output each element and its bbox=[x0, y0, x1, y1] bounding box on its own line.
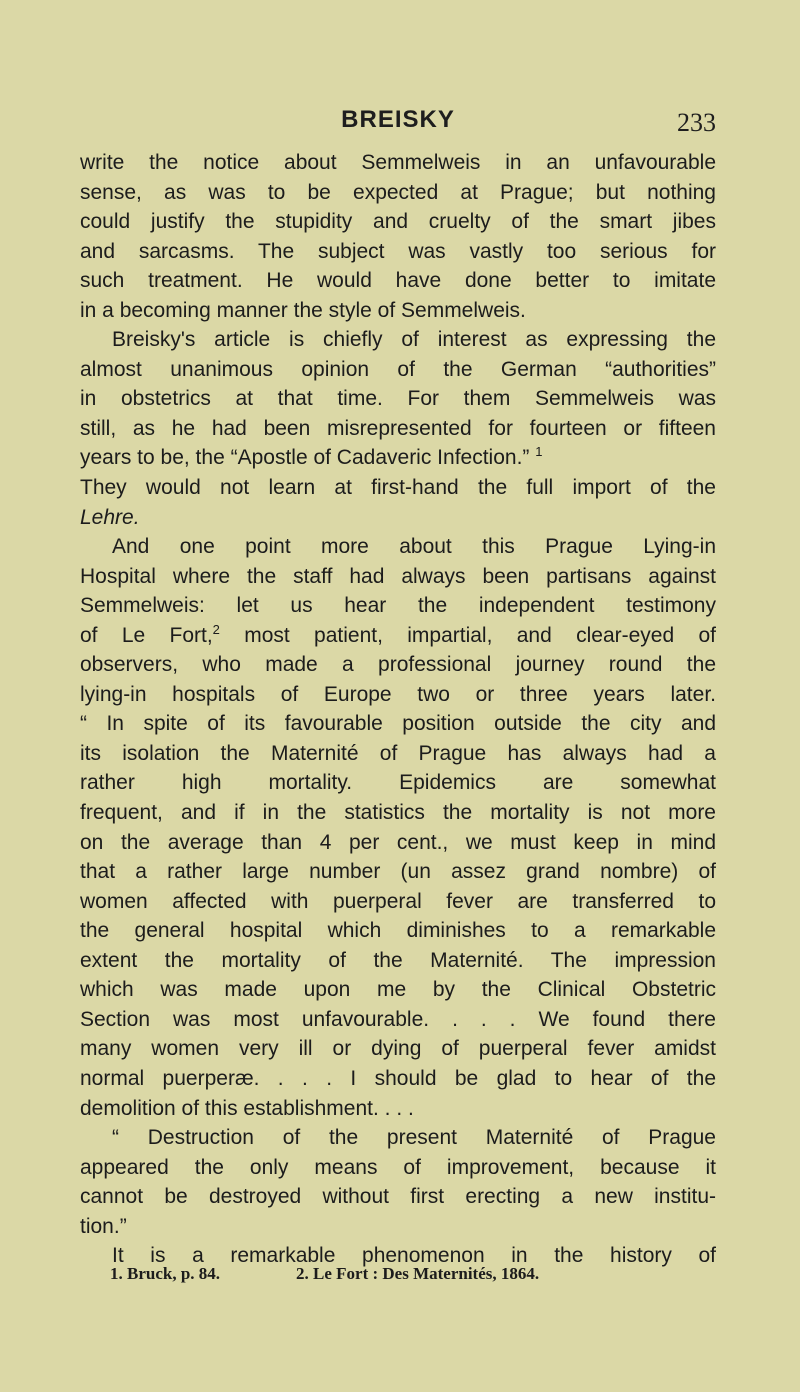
text-line: could justify the stupidity and cruelty of the smart jibes bbox=[80, 210, 716, 234]
text-line: observers, who made a professional journey round the bbox=[80, 653, 716, 677]
text-line: its isolation the Maternité of Prague has always had a bbox=[80, 741, 716, 765]
text-line: They would not learn at first-hand the full import of the bbox=[80, 476, 716, 500]
text-line: Hospital where the staff had always been partisans against bbox=[80, 564, 716, 588]
text-line: in a becoming manner the style of Semmelweis. bbox=[80, 298, 526, 322]
text-line: that a rather large number (un assez grand nombre) of bbox=[80, 860, 716, 884]
text-line: Section was most unfavourable. . . . We found there bbox=[80, 1007, 716, 1031]
page-number: 233 bbox=[677, 108, 716, 137]
text-line: almost unanimous opinion of the German “authorities” bbox=[80, 357, 716, 381]
text-line: sense, as was to be expected at Prague; but nothing bbox=[80, 180, 716, 204]
paragraph bbox=[80, 148, 716, 325]
footnote-ref: 1 bbox=[535, 444, 543, 460]
running-head bbox=[80, 106, 716, 140]
text-line: demolition of this establishment. . . . bbox=[80, 1096, 414, 1120]
text-line: cannot be destroyed without first erecting a new institu- bbox=[80, 1185, 716, 1209]
text-line: the general hospital which diminishes to a remarkable bbox=[80, 919, 716, 943]
text-line: women affected with puerperal fever are transferred to bbox=[80, 889, 716, 913]
text-line: extent the mortality of the Maternité. The impression bbox=[80, 948, 716, 972]
text-line: It is a remarkable phenomenon in the history of bbox=[112, 1244, 716, 1268]
text-line: still, as he had been misrepresented for fourteen or fifteen bbox=[80, 416, 716, 440]
chapter-title: BREISKY bbox=[341, 106, 455, 133]
text-line: lying-in hospitals of Europe two or three years later. bbox=[80, 682, 716, 706]
text-fragment: of Le Fort, bbox=[80, 623, 213, 647]
text-line: appeared the only means of improvement, because it bbox=[80, 1155, 716, 1179]
paragraph bbox=[80, 532, 716, 1123]
text-line: Semmelweis: let us hear the independent testimony bbox=[80, 594, 716, 618]
footnote-ref: 2 bbox=[212, 621, 220, 637]
text-line: “ In spite of its favourable position outside the city and bbox=[80, 712, 716, 736]
text-line: And one point more about this Prague Lying-in bbox=[112, 535, 716, 559]
paragraph bbox=[80, 325, 716, 532]
body-text bbox=[80, 148, 716, 1271]
text-line: and sarcasms. The subject was vastly too serious for bbox=[80, 239, 716, 263]
text-line: rather high mortality. Epidemics are somewhat bbox=[80, 771, 716, 795]
footnote-1: 1. Bruck, p. 84. bbox=[110, 1264, 221, 1283]
footnote-2: 2. Le Fort : Des Maternités, 1864. bbox=[296, 1264, 540, 1283]
paragraph bbox=[80, 1123, 716, 1241]
text-line: such treatment. He would have done better to imitate bbox=[80, 269, 716, 293]
text-line: “ Destruction of the present Maternité of Prague bbox=[112, 1126, 716, 1150]
text-line bbox=[80, 443, 716, 473]
text-line: Breisky's article is chiefly of interest as expressing the bbox=[112, 328, 716, 352]
text-fragment: most patient, impartial, and clear-eyed of bbox=[219, 623, 716, 647]
text-line bbox=[80, 621, 716, 651]
text-line: on the average than 4 per cent., we must keep in mind bbox=[80, 830, 716, 854]
text-fragment: years to be, the “Apostle of Cadaveric Infection.” bbox=[80, 446, 530, 470]
text-line: write the notice about Semmelweis in an unfavourable bbox=[80, 151, 716, 174]
text-line: normal puerperæ. . . . I should be glad to hear of the bbox=[80, 1066, 716, 1090]
text-line: in obstetrics at that time. For them Semmelweis was bbox=[80, 387, 716, 411]
text-line: many women very ill or dying of puerperal fever amidst bbox=[80, 1037, 716, 1061]
text-line: which was made upon me by the Clinical Obstetric bbox=[80, 978, 716, 1002]
text-line: frequent, and if in the statistics the mortality is not more bbox=[80, 801, 716, 825]
text-line: Lehre. bbox=[80, 505, 140, 529]
text-line: tion.” bbox=[80, 1214, 127, 1238]
